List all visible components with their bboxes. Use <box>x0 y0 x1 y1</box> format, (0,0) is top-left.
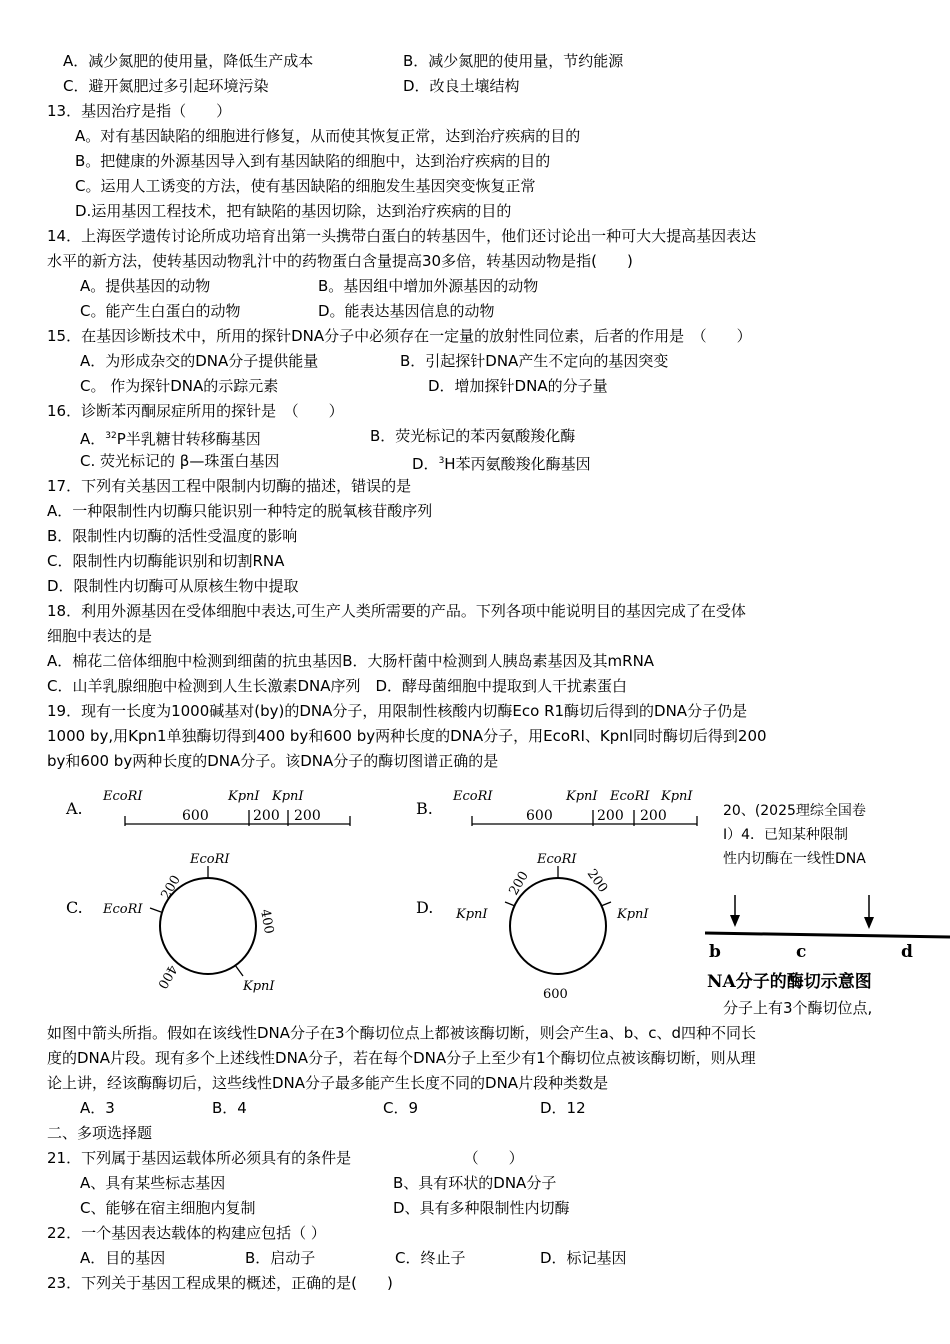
q13-option-b: B。把健康的外源基因导入到有基因缺陷的细胞中，达到治疗疾病的目的 <box>75 152 551 170</box>
q21-stem: 21．下列属于基因运载体所必须具有的条件是 （ ） <box>47 1149 524 1167</box>
q14-option-c: C。能产生白蛋白的动物 <box>80 302 241 320</box>
diagram-c-label-left: EcoRI <box>103 902 143 917</box>
diagram-b-label-ecori-1: EcoRI <box>453 789 493 804</box>
enzyme-map-diagrams <box>0 780 720 1010</box>
q18-options-cd: C．山羊乳腺细胞中检测到人生长激素DNA序列 D．酵母菌细胞中提取到人干扰素蛋白 <box>47 677 628 695</box>
diagram-d-label-left: KpnI <box>456 907 488 922</box>
q15-option-c: C。 作为探针DNA的示踪元素 <box>80 377 279 395</box>
q19-stem-line3: by和600 by两种长度的DNA分子。该DNA分子的酶切图谱正确的是 <box>47 752 499 770</box>
q20-fig-label-c: c <box>796 942 807 962</box>
q16-stem: 16．诊断苯丙酮尿症所用的探针是 （ ） <box>47 402 344 420</box>
q21-option-d: D、具有多种限制性内切酶 <box>393 1199 570 1217</box>
diagram-a-label-ecori: EcoRI <box>103 789 143 804</box>
diagram-d-seg-200-right: 200 <box>583 866 611 896</box>
q23-stem: 23．下列关于基因工程成果的概述，正确的是( ) <box>47 1274 393 1292</box>
q14-stem-line1: 14．上海医学遗传讨论所成功培育出第一头携带白蛋白的转基因牛，他们还讨论出一种可大大提高基因表达 <box>47 227 757 245</box>
diagram-d-label-top: EcoRI <box>537 852 577 867</box>
q12-option-c: C．避开氮肥过多引起环境污染 <box>63 77 269 95</box>
diagram-b <box>416 789 697 826</box>
diagram-d-letter: D. <box>416 898 434 917</box>
diagram-a-letter: A. <box>66 799 83 818</box>
q16-option-d: D．$^3$H苯丙氨酸羧化酶基因 <box>412 455 591 473</box>
q20-option-a: A．3 <box>80 1099 115 1117</box>
q15-option-a: A．为形成杂交的DNA分子提供能量 <box>80 352 319 370</box>
q20-body-line2: 度的DNA片段。现有多个上述线性DNA分子，若在每个DNA分子上至少有1个酶切位点被该酶切断，则从理 <box>47 1049 756 1067</box>
q15-stem: 15．在基因诊断技术中，所用的探针DNA分子中必须存在一定量的放射性同位素，后者的作用是 （ ） <box>47 327 752 345</box>
diagram-d <box>416 852 649 1002</box>
q20-fig-label-d: d <box>901 942 913 962</box>
q20-body-line3: 论上讲，经该酶酶切后，这些线性DNA分子最多能产生长度不同的DNA片段种类数是 <box>47 1074 609 1092</box>
q20-option-b: B．4 <box>212 1099 247 1117</box>
diagram-c-seg-200: 200 <box>158 872 184 902</box>
diagram-c-label-bottom-right: KpnI <box>243 979 275 994</box>
diagram-a-seg-1: 600 <box>182 808 209 824</box>
q22-option-c: C．终止子 <box>395 1249 466 1267</box>
diagram-d-plasmid <box>510 878 606 974</box>
q19-stem-line2: 1000 by,用Kpn1单独酶切得到400 by和600 by两种长度的DNA分子，用EcoRI、Kpnl同时酶切后得到200 <box>47 727 767 745</box>
q20-dna-cut-figure <box>705 885 950 997</box>
diagram-a-label-kpni-2: KpnI <box>272 789 304 804</box>
q20-fig-label-b: b <box>709 942 721 962</box>
q22-option-d: D．标记基因 <box>540 1249 627 1267</box>
diagram-b-label-kpni-1: KpnI <box>566 789 598 804</box>
diagram-d-seg-600: 600 <box>543 987 568 1002</box>
diagram-c-letter: C. <box>66 898 83 917</box>
q15-option-b: B．引起探针DNA产生不定向的基因突变 <box>400 352 669 370</box>
diagram-b-letter: B. <box>416 799 433 818</box>
q16-option-c: C. 荧光标记的 β—珠蛋白基因 <box>80 452 280 470</box>
diagram-c-label-top: EcoRI <box>190 852 230 867</box>
q21-option-b: B、具有环状的DNA分子 <box>393 1174 557 1192</box>
q18-stem-line1: 18．利用外源基因在受体细胞中表达,可生产人类所需要的产品。下列各项中能说明目的基因完成了在受体 <box>47 602 746 620</box>
diagram-b-label-kpni-2: KpnI <box>661 789 693 804</box>
q21-option-a: A、具有某些标志基因 <box>80 1174 226 1192</box>
diagram-b-label-ecori-2: EcoRI <box>610 789 650 804</box>
q19-stem-line1: 19．现有一长度为1000碱基对(by)的DNA分子，用限制性核酸内切酶Eco R1酶切后得到的DNA分子仍是 <box>47 702 748 720</box>
q16-option-a: A．$^{32}$P半乳糖甘转移酶基因 <box>80 430 261 448</box>
q22-option-a: A．目的基因 <box>80 1249 166 1267</box>
q13-option-c: C。运用人工诱变的方法，使有基因缺陷的细胞发生基因突变恢复正常 <box>75 177 536 195</box>
q20-option-c: C．9 <box>383 1099 419 1117</box>
q17-option-c: C．限制性内切酶能识别和切割RNA <box>47 552 285 570</box>
q14-stem-line2: 水平的新方法，使转基因动物乳汁中的药物蛋白含量提高30多倍，转基因动物是指( ) <box>47 252 633 270</box>
section-heading-multiple-choice: 二、多项选择题 <box>47 1124 153 1142</box>
diagram-b-seg-3: 200 <box>640 808 667 824</box>
q12-option-b: B．减少氮肥的使用量，节约能源 <box>403 52 624 70</box>
q17-option-b: B．限制性内切酶的活性受温度的影响 <box>47 527 298 545</box>
q20-fig-caption: NA分子的酶切示意图 <box>707 972 872 992</box>
q17-option-a: A．一种限制性内切酶只能识别一种特定的脱氧核苷酸序列 <box>47 502 433 520</box>
q20-dna-line <box>705 933 950 937</box>
q13-option-a: A。对有基因缺陷的细胞进行修复，从而使其恢复正常，达到治疗疾病的目的 <box>75 127 581 145</box>
q20-body-line1: 如图中箭头所指。假如在该线性DNA分子在3个酶切位点上都被该酶切断，则会产生a、b、c、d四种不同长 <box>47 1024 757 1042</box>
q13-option-d: D.运用基因工程技术，把有缺陷的基因切除，达到治疗疾病的目的 <box>75 202 512 220</box>
diagram-a-seg-3: 200 <box>294 808 321 824</box>
diagram-c-seg-400-right: 400 <box>257 908 277 936</box>
diagram-a-seg-2: 200 <box>253 808 280 824</box>
diagram-a-label-kpni-1: KpnI <box>228 789 260 804</box>
q13-stem: 13．基因治疗是指（ ） <box>47 102 232 120</box>
q22-option-b: B．启动子 <box>245 1249 316 1267</box>
q18-options-ab: A．棉花二倍体细胞中检测到细菌的抗虫基因B．大肠杆菌中检测到人胰岛素基因及其mRNA <box>47 652 655 670</box>
q12-option-d: D．改良土壤结构 <box>403 77 520 95</box>
q14-option-a: A。提供基因的动物 <box>80 277 211 295</box>
q16-option-b: B．荧光标记的苯丙氨酸羧化酶 <box>370 427 576 445</box>
diagram-c <box>66 852 276 994</box>
q14-option-d: D。能表达基因信息的动物 <box>318 302 495 320</box>
diagram-a <box>65 789 350 826</box>
q15-option-d: D．增加探针DNA的分子量 <box>428 377 608 395</box>
q14-option-b: B。基因组中增加外源基因的动物 <box>318 277 539 295</box>
diagram-b-seg-2: 200 <box>597 808 624 824</box>
q18-stem-line2: 细胞中表达的是 <box>47 627 153 645</box>
diagram-b-seg-1: 600 <box>526 808 553 824</box>
q22-stem: 22．一个基因表达载体的构建应包括（ ） <box>47 1224 326 1242</box>
q20-side-line2: Ⅰ）4．已知某种限制 <box>723 827 849 843</box>
diagram-c-seg-400-left: 400 <box>154 962 180 992</box>
q20-side-line3: 性内切酶在一线性DNA <box>723 851 866 867</box>
q17-option-d: D．限制性内切酶可从原核生物中提取 <box>47 577 299 595</box>
diagram-d-label-right: KpnI <box>617 907 649 922</box>
q12-option-a: A．减少氮肥的使用量，降低生产成本 <box>63 52 314 70</box>
q20-side-line1: 20、(2025理综全国卷 <box>723 803 866 819</box>
diagram-d-seg-200-left: 200 <box>506 868 532 898</box>
q17-stem: 17．下列有关基因工程中限制内切酶的描述，错误的是 <box>47 477 412 495</box>
q20-side-line4: 分子上有3个酶切位点, <box>723 999 873 1017</box>
q21-option-c: C、能够在宿主细胞内复制 <box>80 1199 256 1217</box>
q20-option-d: D．12 <box>540 1099 586 1117</box>
